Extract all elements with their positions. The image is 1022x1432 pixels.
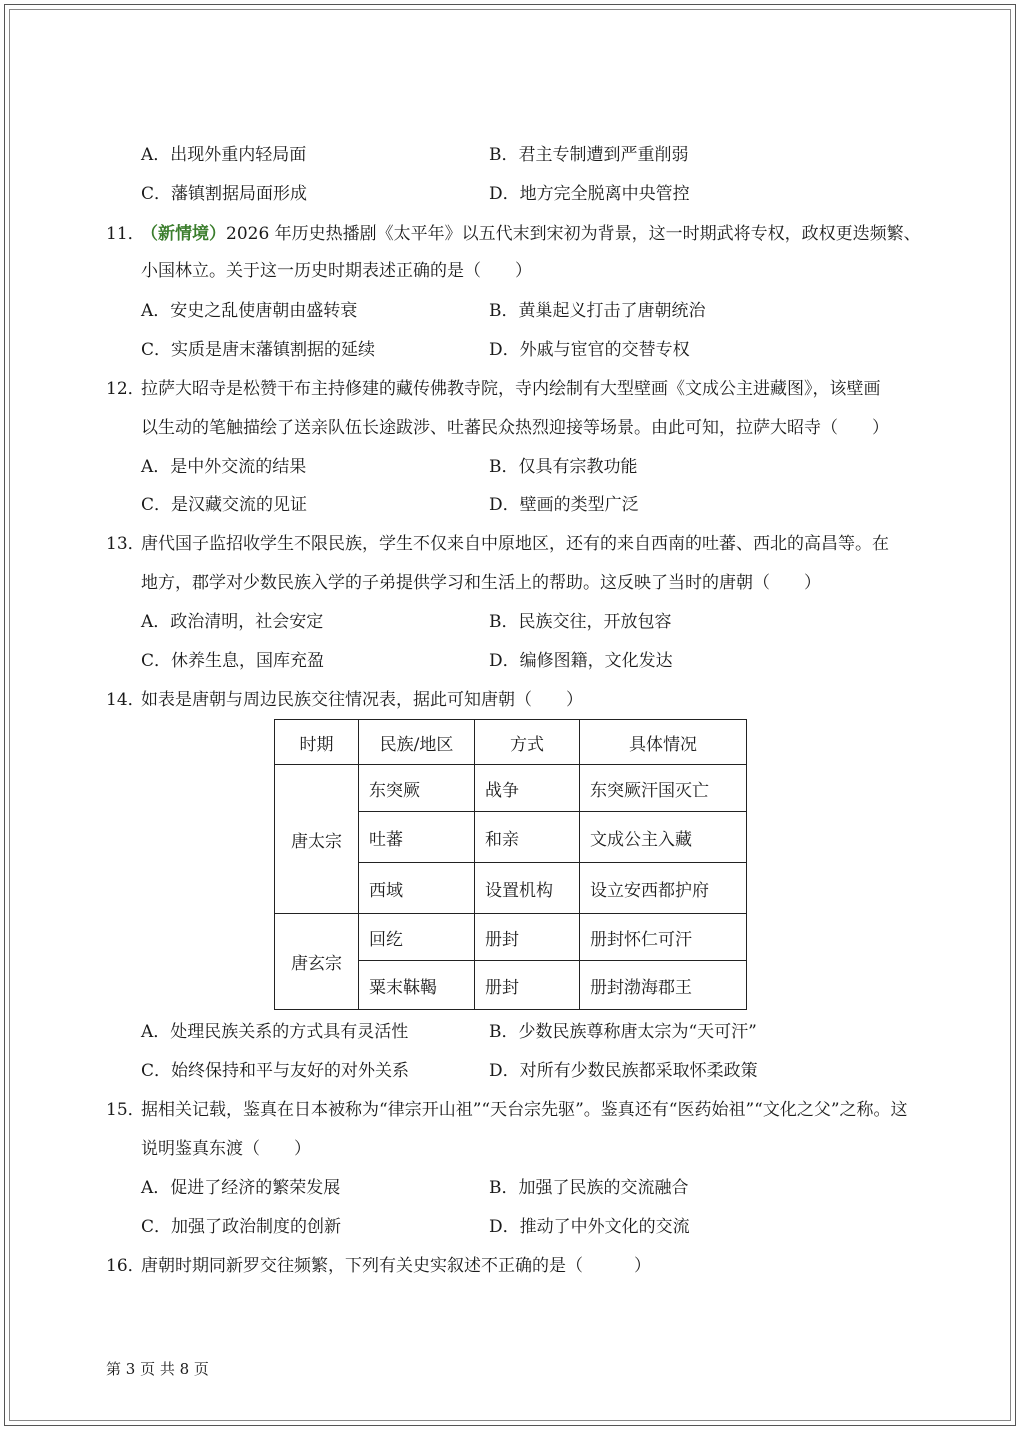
q15-option-c: C．加强了政治制度的创新 bbox=[141, 1217, 342, 1237]
q12-stem-line2: 以生动的笔触描绘了送亲队伍长途跋涉、吐蕃民众热烈迎接等场景。由此可知，拉萨大昭寺（ ） bbox=[141, 418, 889, 438]
q10-option-b: B．君主专制遭到严重削弱 bbox=[489, 145, 689, 165]
q11-option-d: D．外戚与宦官的交替专权 bbox=[489, 340, 690, 360]
table-cell: 西域 bbox=[359, 863, 475, 914]
table-cell: 东突厥汗国灭亡 bbox=[580, 765, 747, 812]
table-row bbox=[275, 914, 747, 961]
q13-number: 13． bbox=[106, 534, 145, 554]
q11-option-c: C．实质是唐末藩镇割据的延续 bbox=[141, 340, 376, 360]
q12-stem-line1: 拉萨大昭寺是松赞干布主持修建的藏传佛教寺院，寺内绘制有大型壁画《文成公主进藏图》，该壁画 bbox=[141, 379, 881, 399]
q12-option-c: C．是汉藏交流的见证 bbox=[141, 495, 308, 515]
table-header-row bbox=[275, 720, 747, 765]
q13-option-b: B．民族交往，开放包容 bbox=[489, 612, 672, 632]
table-cell: 文成公主入藏 bbox=[580, 812, 747, 863]
q10-option-d: D．地方完全脱离中央管控 bbox=[489, 184, 690, 204]
q12-number: 12． bbox=[106, 379, 145, 399]
table-period-cell: 唐太宗 bbox=[275, 765, 359, 914]
table-row bbox=[275, 765, 747, 812]
q13-option-a: A．政治清明，社会安定 bbox=[141, 612, 324, 632]
q12-option-d: D．壁画的类型广泛 bbox=[489, 495, 639, 515]
q14-stem-line1: 如表是唐朝与周边民族交往情况表，据此可知唐朝（ ） bbox=[141, 690, 583, 710]
page-number-footer: 第 3 页 共 8 页 bbox=[106, 1360, 209, 1378]
q16-stem-line1: 唐朝时期同新罗交往频繁，下列有关史实叙述不正确的是（ ） bbox=[141, 1256, 651, 1276]
q12-option-a: A．是中外交流的结果 bbox=[141, 457, 307, 477]
q13-option-d: D．编修图籍，文化发达 bbox=[489, 651, 673, 671]
q13-stem-line2: 地方，郡学对少数民族入学的子弟提供学习和生活上的帮助。这反映了当时的唐朝（ ） bbox=[141, 573, 821, 593]
q11-number: 11． bbox=[106, 224, 145, 244]
q15-option-d: D．推动了中外文化的交流 bbox=[489, 1217, 690, 1237]
table-cell: 吐蕃 bbox=[359, 812, 475, 863]
table-cell: 战争 bbox=[475, 765, 580, 812]
new-context-tag: （新情境） bbox=[141, 224, 226, 244]
q11-option-a: A．安史之乱使唐朝由盛转衰 bbox=[141, 301, 358, 321]
q15-option-a: A．促进了经济的繁荣发展 bbox=[141, 1178, 341, 1198]
q11-stem-line1 bbox=[141, 222, 921, 246]
q15-number: 15． bbox=[106, 1100, 145, 1120]
table-cell: 册封怀仁可汗 bbox=[580, 914, 747, 961]
page-border-inner bbox=[9, 9, 1011, 1421]
q14-option-b: B．少数民族尊称唐太宗为“天可汗” bbox=[489, 1022, 757, 1042]
q10-option-a: A．出现外重内轻局面 bbox=[141, 145, 307, 165]
q11-stem-text: 2026 年历史热播剧《太平年》以五代末到宋初为背景，这一时期武将专权，政权更迭频繁、 bbox=[226, 224, 921, 244]
q13-option-c: C．休养生息，国库充盈 bbox=[141, 651, 325, 671]
table-header-cell: 民族/地区 bbox=[359, 720, 475, 765]
q11-option-b: B．黄巢起义打击了唐朝统治 bbox=[489, 301, 706, 321]
q14-option-c: C．始终保持和平与友好的对外关系 bbox=[141, 1061, 410, 1081]
q12-option-b: B．仅具有宗教功能 bbox=[489, 457, 638, 477]
table-header-cell: 时期 bbox=[275, 720, 359, 765]
table-header-cell: 方式 bbox=[475, 720, 580, 765]
q15-stem-line2: 说明鉴真东渡（ ） bbox=[141, 1139, 311, 1159]
q11-stem-line2: 小国林立。关于这一历史时期表述正确的是（ ） bbox=[141, 261, 532, 281]
table-period-cell: 唐玄宗 bbox=[275, 914, 359, 1010]
q10-option-c: C．藩镇割据局面形成 bbox=[141, 184, 308, 204]
q14-option-d: D．对所有少数民族都采取怀柔政策 bbox=[489, 1061, 758, 1081]
q14-number: 14． bbox=[106, 690, 145, 710]
q13-stem-line1: 唐代国子监招收学生不限民族，学生不仅来自中原地区，还有的来自西南的吐蕃、西北的高昌等。在 bbox=[141, 534, 889, 554]
q15-option-b: B．加强了民族的交流融合 bbox=[489, 1178, 689, 1198]
table-cell: 册封 bbox=[475, 914, 580, 961]
table-cell: 和亲 bbox=[475, 812, 580, 863]
table-cell: 粟末靺鞨 bbox=[359, 961, 475, 1010]
table-cell: 东突厥 bbox=[359, 765, 475, 812]
table-cell: 设立安西都护府 bbox=[580, 863, 747, 914]
q14-option-a: A．处理民族关系的方式具有灵活性 bbox=[141, 1022, 409, 1042]
table-cell: 设置机构 bbox=[475, 863, 580, 914]
q16-number: 16． bbox=[106, 1256, 145, 1276]
table-header-cell: 具体情况 bbox=[580, 720, 747, 765]
table-cell: 册封 bbox=[475, 961, 580, 1010]
table-cell: 册封渤海郡王 bbox=[580, 961, 747, 1010]
q15-stem-line1: 据相关记载，鉴真在日本被称为“律宗开山祖”“天台宗先驱”。鉴真还有“医药始祖”“文化之父”之称。这 bbox=[141, 1100, 908, 1120]
table-cell: 回纥 bbox=[359, 914, 475, 961]
exchange-table bbox=[274, 719, 747, 1010]
